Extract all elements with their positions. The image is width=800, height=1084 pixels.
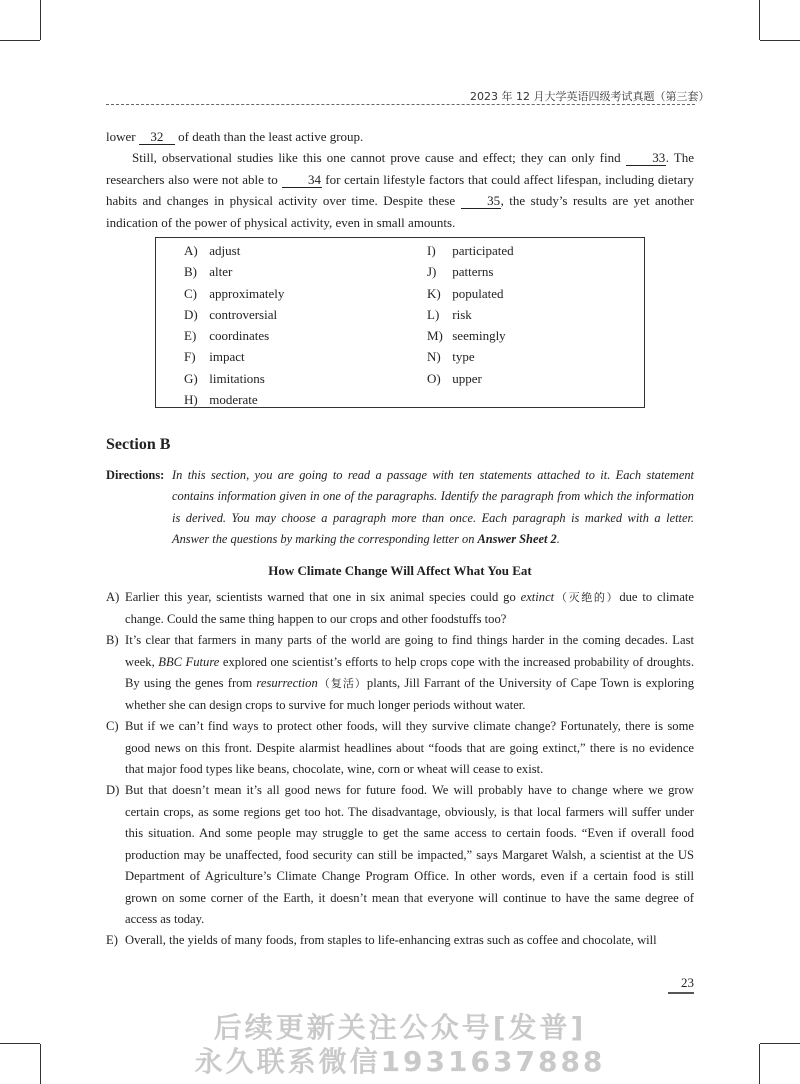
crop-mark (0, 40, 40, 41)
paragraph-d: D) But that doesn’t mean it’s all good news for future food. We will probably have to change where we grow certain crops, as some regions get too hot. The disadvantage, obviously, is that local farmers will suffer under this situation. And some people may struggle to get the same access to certain foods. “Even if overall food production may be unaffected, food security can still be impacted,” says Margaret Walsh, a scientist at the US Department of Agriculture’s Climate Change Program Office. In other words, even if a certain food is still grown on some corner of the Earth, it doesn’t mean that everyone will continue to have the same degree of access as today. (106, 783, 694, 926)
directions-label: Directions: (106, 468, 165, 482)
word-bank (155, 237, 645, 408)
answer-sheet-ref: Answer Sheet 2 (477, 531, 557, 546)
crop-mark (760, 40, 800, 41)
blank-32[interactable]: 32 (139, 129, 175, 145)
word-option: K) populated (427, 285, 504, 301)
word-option: B) alter (184, 264, 233, 280)
word-option: G) limitations (184, 370, 265, 386)
word-bank-left-column (184, 240, 284, 410)
watermark-line: 永久联系微信1931637888 (194, 1045, 606, 1078)
word-option: O) upper (427, 370, 482, 386)
word-option: A) adjust (184, 243, 241, 258)
passage-paragraph: Still, observational studies like this one cannot prove cause and effect; they can only find 33. The researchers also were not able to 34 for certain lifestyle factors that could affect lifespan, including dietary habits and changes in physical activity over time. Despite these 35, the study’s results are yet another indication of the power of physical activity, even in small amounts. (106, 150, 695, 230)
blank-35[interactable]: 35 (461, 193, 501, 209)
watermark-line: 后续更新关注公众号[发普] (213, 1011, 587, 1044)
word-option: C) approximately (184, 285, 285, 301)
word-option: L) risk (427, 306, 472, 322)
word-option: J) patterns (427, 264, 494, 280)
blank-34[interactable]: 34 (282, 172, 322, 188)
paragraph-e: E) Overall, the yields of many foods, from staples to life-enhancing extras such as coffee and chocolate, will (106, 933, 657, 947)
section-heading: Section B (106, 436, 171, 453)
word-option: H) moderate (184, 392, 258, 408)
word-option: E) coordinates (184, 328, 270, 344)
page-number: 23 (681, 975, 694, 990)
word-option: N) type (427, 349, 475, 365)
crop-mark (40, 0, 41, 40)
word-bank-right-column (427, 240, 514, 389)
word-option: F) impact (184, 349, 245, 365)
word-option: I) participated (427, 243, 514, 258)
blank-33[interactable]: 33 (626, 150, 666, 166)
paragraph-a: A) Earlier this year, scientists warned that one in six animal species could go extinct（灭绝的）due to climate change. Could the same thing happen to our crops and other foodstuffs too? (106, 590, 695, 626)
running-header: 2023 年 12 月大学英语四级考试真题（第三套） (470, 90, 710, 103)
passage-line: lower 32 of death than the least active group. (106, 129, 364, 144)
passage-title: How Climate Change Will Affect What You Eat (268, 563, 532, 578)
crop-mark (759, 0, 760, 40)
page-number-rule (668, 992, 694, 994)
word-option: D) controversial (184, 306, 278, 322)
paragraph-c: C) But if we can’t find ways to protect other foods, will they survive climate change? Fortunately, there is some good news on this front. Despite alarmist headlines about “foods that are going extinct,” there is no evidence that major food types like beans, chocolate, wine, corn or wheat will cease to exist. (106, 719, 694, 776)
word-option: M) seemingly (427, 328, 506, 344)
paragraph-b: B) It’s clear that farmers in many parts of the world are going to find things harder in the coming decades. Last week, BBC Future explored one scientist’s efforts to help crops cope with the increased probability of droughts. By using the genes from resurrection（复活）plants, Jill Farrant of the University of Cape Town is exploring whether she can design crops to survive for much longer periods without water. (106, 633, 695, 712)
header-divider (106, 104, 695, 105)
directions (106, 465, 694, 550)
directions-text: In this section, you are going to read a passage with ten statements attached to it. Each statement contains information given in one of the paragraphs. Identify the paragraph from which the information is derived. You may choose a paragraph more than once. Each paragraph is marked with a letter. Answer the questions by marking the corresponding letter on Answer Sheet 2. (172, 468, 694, 546)
